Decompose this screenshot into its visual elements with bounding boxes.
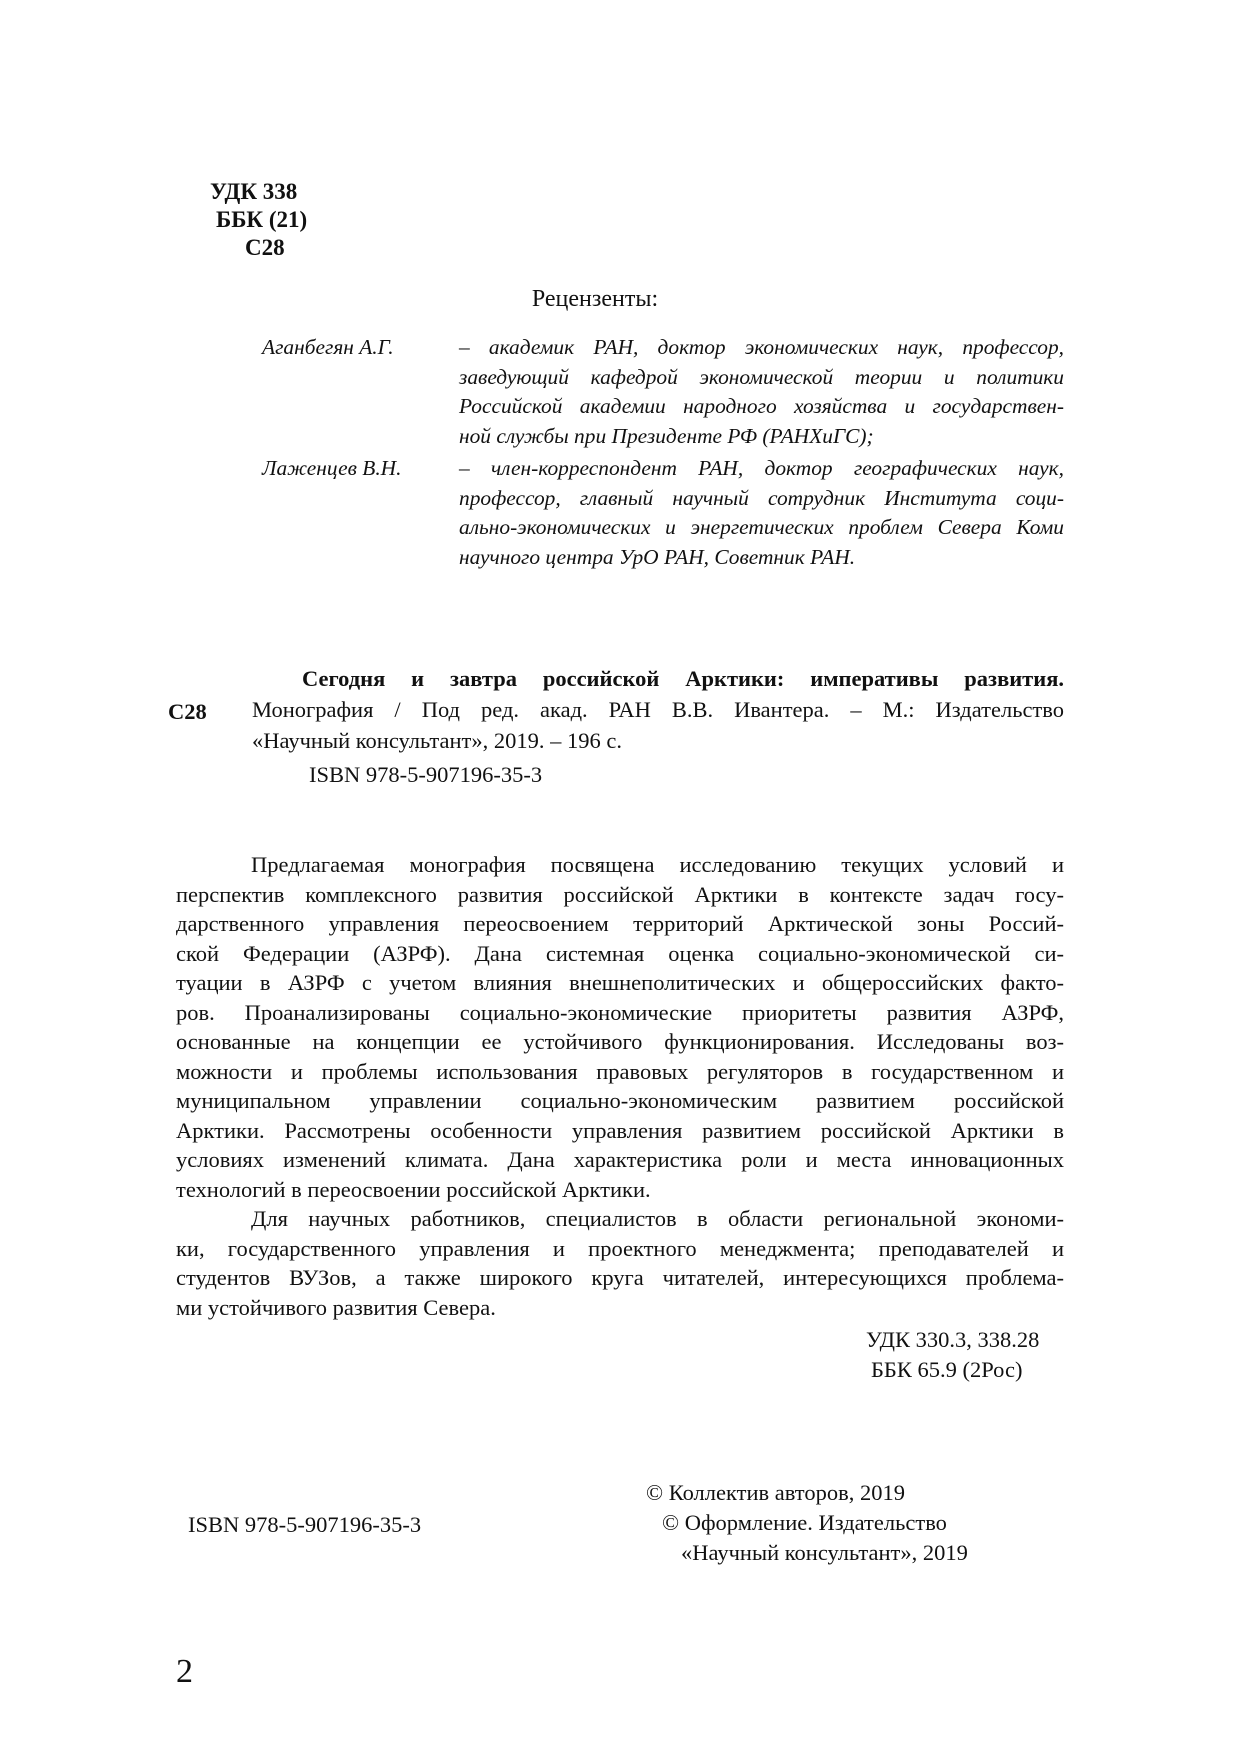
abstract [176,850,1064,1322]
reviewer-line: ной службы при Президенте РФ (РАНХиГС); [459,423,874,448]
reviewer-line: научного центра УрО РАН, Советник РАН. [459,544,856,569]
udk-code: УДК 338 [210,179,298,204]
reviewer-line: заведующий кафедрой экономической теории и политики [459,364,1064,389]
isbn-top: ISBN 978-5-907196-35-3 [309,762,543,787]
abstract-line: технологий в переосвоении российской Арктики. [176,1176,651,1202]
copyright-line: «Научный консультант», 2019 [681,1540,968,1565]
reviewer-line: профессор, главный научный сотрудник Института соци- [459,485,1064,510]
biblio-line: Монография / Под ред. акад. РАН В.В. Ивантера. – М.: Издательство [252,697,1064,722]
abstract-line: муниципальном управлении социально-экономическим развитием российской [176,1088,1064,1113]
abstract-line: можности и проблемы использования правовых регуляторов в государственном и [176,1058,1064,1084]
page-number: 2 [176,1653,193,1690]
biblio-line: «Научный консультант», 2019. – 196 с. [252,728,622,753]
abstract-line: перспектив комплексного развития российской Арктики в контексте задач госу- [176,881,1064,907]
reviewer-line: Российской академии народного хозяйства и государствен- [459,394,1064,418]
reviewer-description [459,333,1064,451]
footer-classification [866,1325,1039,1385]
abstract-line: студентов ВУЗов, а также широкого круга читателей, интересующихся проблема- [176,1265,1064,1290]
abstract-line: основанные на концепции ее устойчивого функционирования. Исследованы воз- [176,1029,1064,1054]
reviewer-line: – академик РАН, доктор экономических наук, профессор, [459,335,1064,359]
bibliographic-record [252,663,1064,756]
book-title: Сегодня и завтра российской Арктики: императивы развития. [302,666,1064,691]
reviewer-line: ально-экономических и энергетических проблем Севера Коми [459,515,1064,539]
abstract-line: ки, государственного управления и проектного менеджмента; преподавателей и [176,1235,1064,1261]
copyright-line: © Коллектив авторов, 2019 [646,1480,905,1505]
classification-codes [210,178,307,262]
abstract-line: Для научных работников, специалистов в области региональной экономи- [251,1206,1064,1231]
udk-footer: УДК 330.3, 338.28 [866,1327,1040,1352]
isbn-bottom: ISBN 978-5-907196-35-3 [188,1512,422,1537]
abstract-line: ми устойчивого развития Севера. [176,1294,496,1320]
abstract-line: Арктики. Рассмотрены особенности управления развитием российской Арктики в [176,1117,1064,1143]
abstract-line: ров. Проанализированы социально-экономические приоритеты развития АЗРФ, [176,999,1064,1025]
abstract-line: дарственного управления переосвоением территорий Арктической зоны Россий- [176,911,1064,936]
abstract-line: условиях изменений климата. Дана характеристика роли и места инновационных [176,1147,1064,1172]
reviewers-title: Рецензенты: [531,286,659,312]
reviewer-entry [262,333,1064,451]
reviewer-entry [262,454,1064,572]
reviewer-line: – член-корреспондент РАН, доктор географических наук, [459,456,1064,480]
abstract-line: ской Федерации (АЗРФ). Дана системная оценка социально-экономической си- [176,940,1064,966]
reviewer-name: Лаженцев В.Н. [262,456,402,480]
reviewer-name: Аганбегян А.Г. [262,335,394,359]
author-mark: С28 [245,235,285,260]
reviewer-description [459,454,1064,572]
biblio-mark: С28 [168,699,207,724]
copyright-line: © Оформление. Издательство [662,1510,947,1535]
copyright [646,1478,968,1568]
abstract-line: туации в АЗРФ с учетом влияния внешнеполитических и общероссийских факто- [176,970,1064,995]
bbk-footer: ББК 65.9 (2Рос) [871,1357,1023,1382]
abstract-line: Предлагаемая монография посвящена исследованию текущих условий и [251,852,1064,877]
bbk-code: ББК (21) [216,207,308,232]
